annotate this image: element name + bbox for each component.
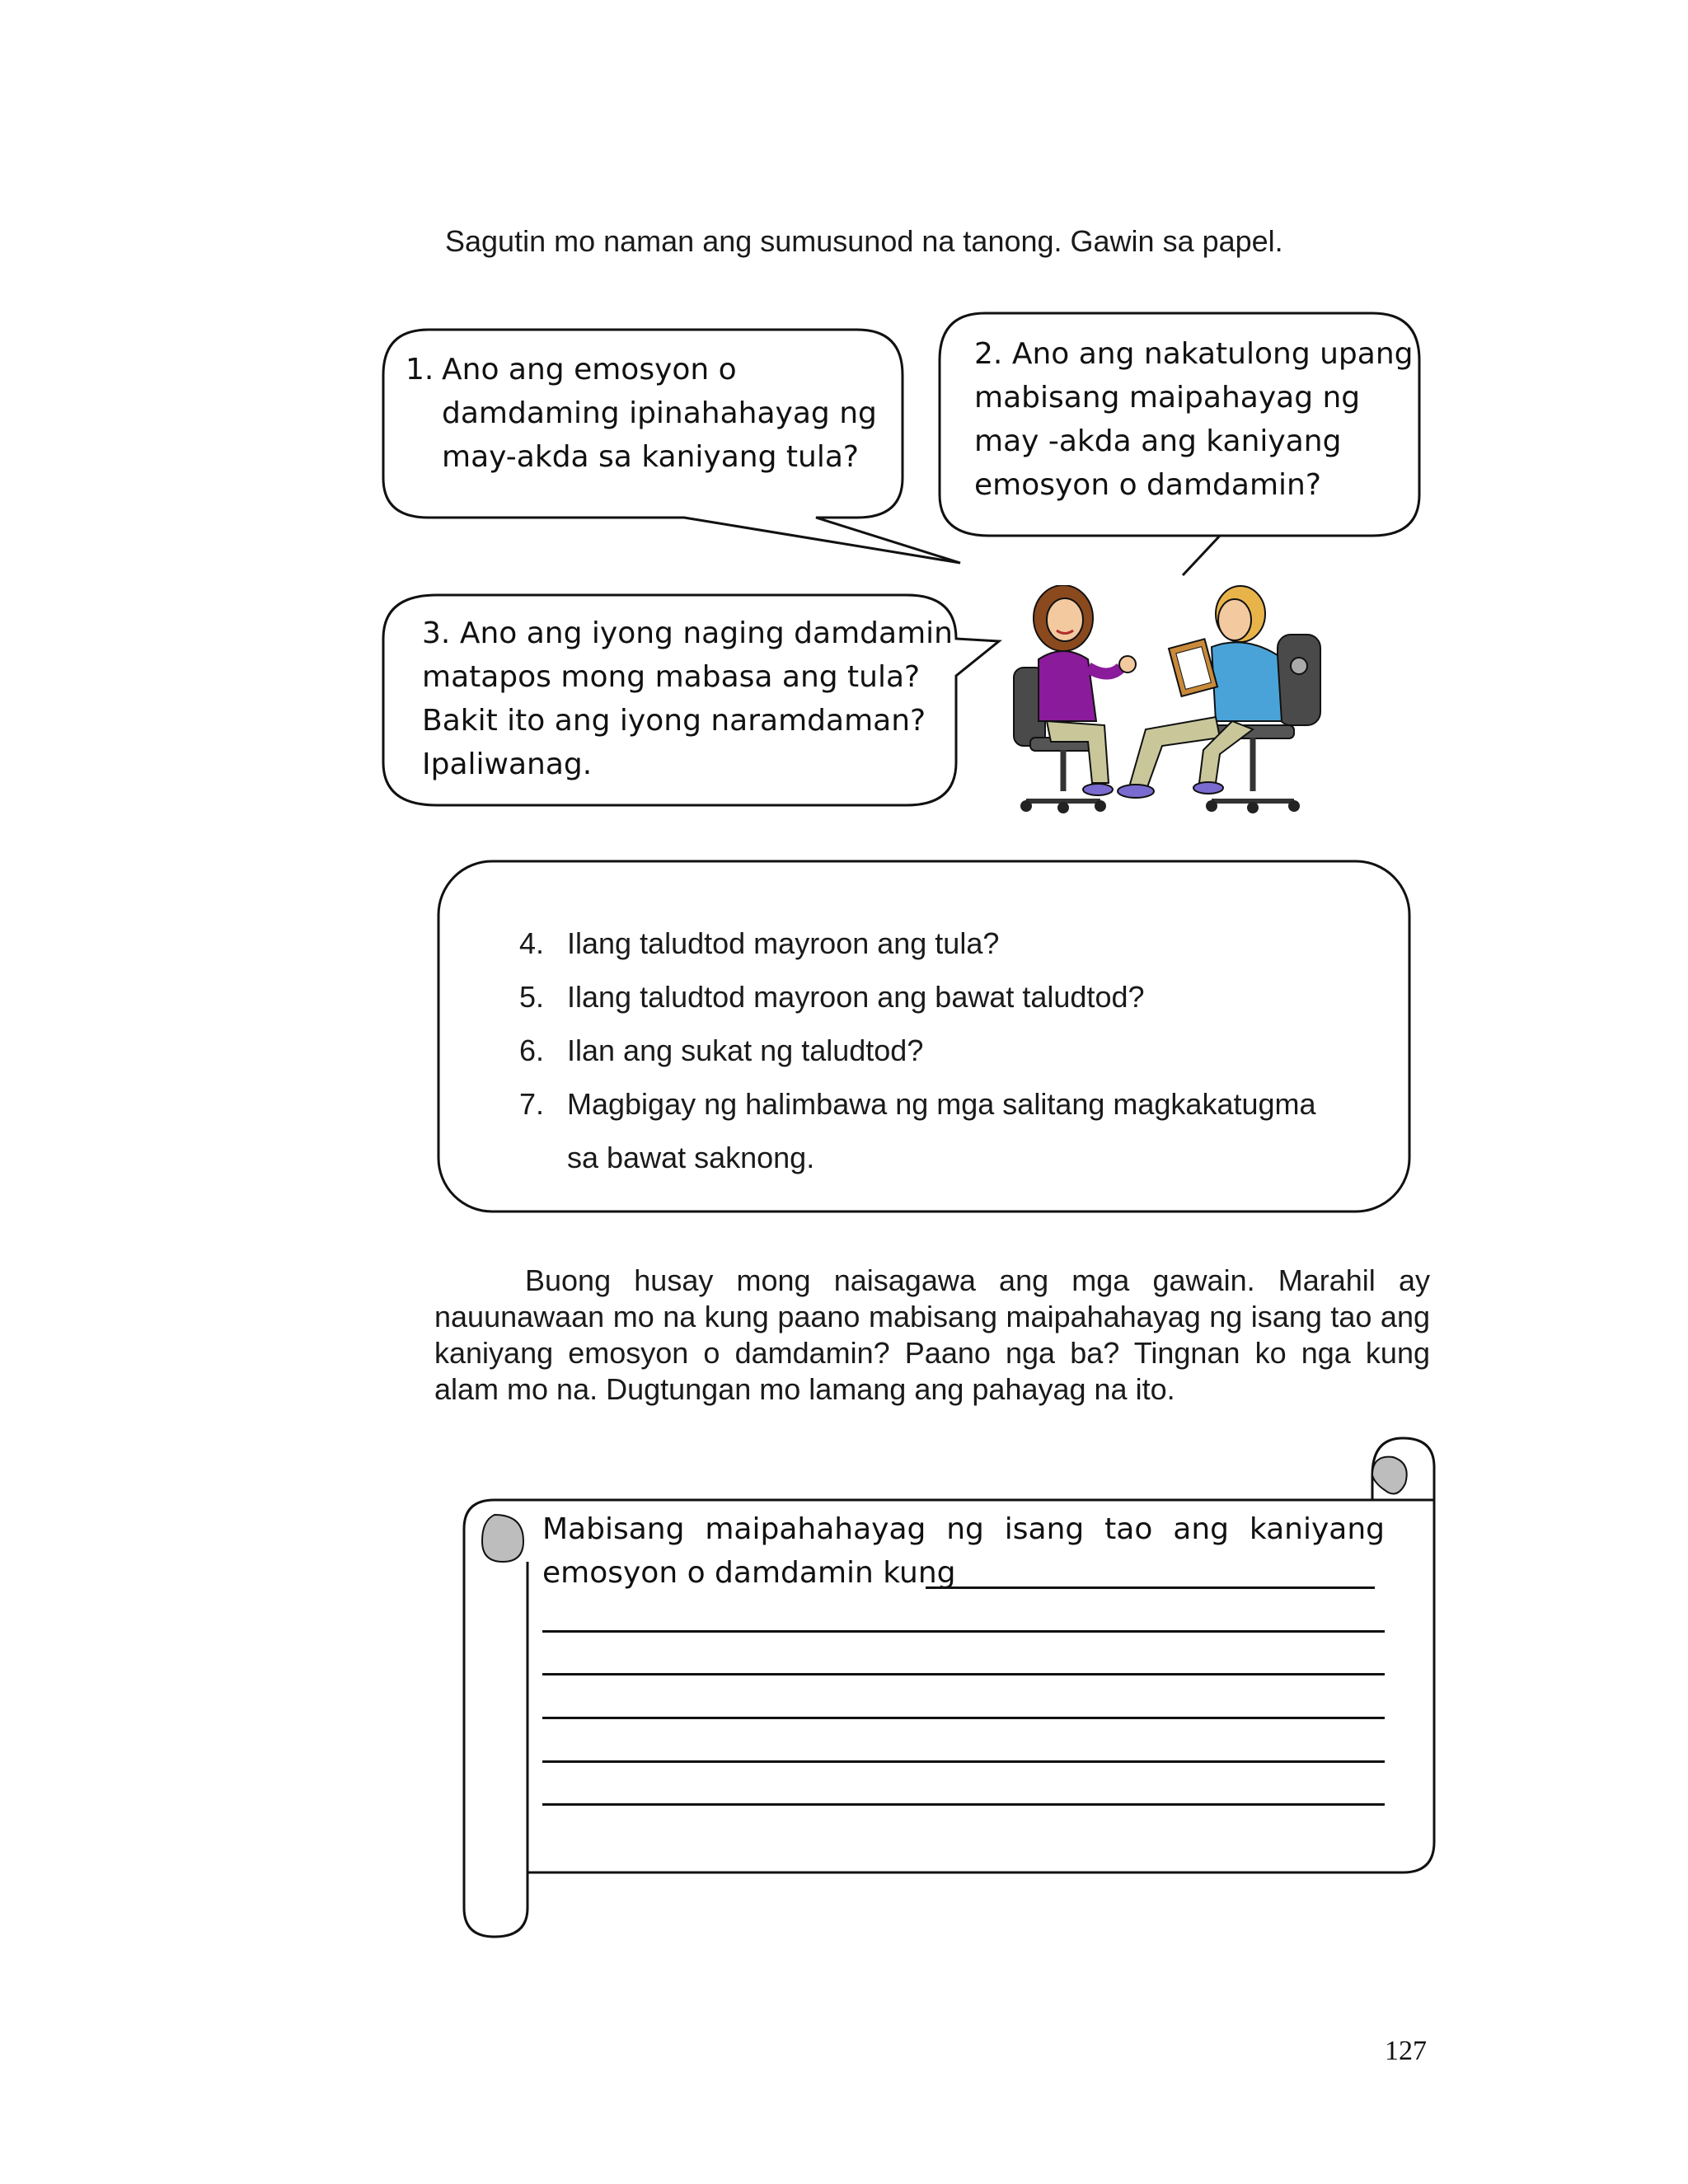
questions-list bbox=[519, 916, 1316, 1184]
answer-line-3[interactable] bbox=[542, 1673, 1385, 1675]
bubble-line: matapos mong mabasa ang tula? bbox=[422, 660, 921, 694]
question-number: 2. bbox=[974, 337, 1003, 371]
answer-line-2[interactable] bbox=[542, 1630, 1385, 1633]
instruction-paragraph: Buong husay mong naisagawa ang mga gawain. Marahil ay nauunawaan mo na kung paano mabisang maipahahayag ng isang tao ang kaniyang emosyon o damdamin? Paano nga ba? Tingnan ko nga kung alam mo na. Dugtungan mo lamang ang pahayag na ito. bbox=[434, 1263, 1430, 1406]
bubble-line: emosyon o damdamin? bbox=[974, 468, 1321, 502]
list-item bbox=[519, 1024, 1316, 1077]
question-text: Ilang taludtod mayroon ang bawat taludtod? bbox=[567, 980, 1145, 1014]
bubble-1-text bbox=[406, 348, 877, 479]
bubble-line: may -akda ang kaniyang bbox=[974, 424, 1342, 458]
answer-line-4[interactable] bbox=[542, 1717, 1385, 1719]
question-text: Ilan ang sukat ng taludtod? bbox=[567, 1033, 924, 1067]
question-text: Ilang taludtod mayroon ang tula? bbox=[567, 926, 1000, 960]
question-text: sa bawat saknong. bbox=[567, 1141, 815, 1174]
question-number: 5. bbox=[519, 980, 545, 1014]
bubble-line: Ipaliwanag. bbox=[422, 748, 593, 781]
question-number: 3. bbox=[422, 616, 451, 650]
bubble-line: Bakit ito ang iyong naramdaman? bbox=[422, 704, 926, 738]
bubble-line: Ano ang iyong naging damdamin bbox=[459, 616, 953, 650]
bubble-2-text bbox=[974, 332, 1414, 507]
answer-blank-1[interactable] bbox=[926, 1586, 1375, 1589]
bubble-line: Ano ang nakatulong upang bbox=[1011, 337, 1414, 371]
bubble-line: mabisang maipahayag ng bbox=[974, 381, 1361, 415]
two-people-talking-illustration bbox=[1006, 585, 1335, 828]
list-item bbox=[519, 1131, 1316, 1184]
bubble-line: may-akda sa kaniyang tula? bbox=[442, 440, 859, 474]
answer-line-6[interactable] bbox=[542, 1803, 1385, 1806]
answer-line-5[interactable] bbox=[542, 1760, 1385, 1763]
bubble-line: damdaming ipinahahayag ng bbox=[442, 396, 877, 430]
question-number: 4. bbox=[519, 926, 545, 960]
scroll-prompt-line-2: emosyon o damdamin kung bbox=[542, 1556, 956, 1590]
list-item bbox=[519, 1077, 1316, 1131]
list-item bbox=[519, 970, 1316, 1024]
scroll-prompt-line-1: Mabisang maipahahayag ng isang tao ang kaniyang bbox=[542, 1512, 1385, 1546]
question-number: 6. bbox=[519, 1033, 545, 1067]
bubble-line: Ano ang emosyon o bbox=[442, 353, 737, 387]
question-number: 1. bbox=[406, 353, 434, 387]
list-item bbox=[519, 916, 1316, 970]
bubble-3-text bbox=[422, 612, 953, 786]
instruction-text: Sagutin mo naman ang sumusunod na tanong. Gawin sa papel. bbox=[445, 224, 1283, 258]
question-text: Magbigay ng halimbawa ng mga salitang magkakatugma bbox=[567, 1087, 1316, 1121]
question-number: 7. bbox=[519, 1087, 545, 1121]
page-number: 127 bbox=[1385, 2036, 1427, 2066]
